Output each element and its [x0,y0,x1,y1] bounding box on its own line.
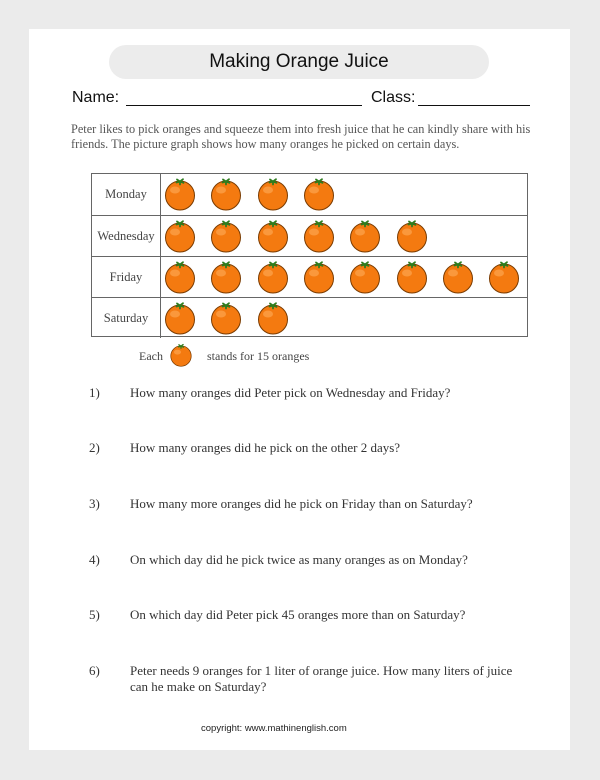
class-label: Class: [371,89,416,106]
question-text: Peter needs 9 oranges for 1 liter of orange juice. How many liters of juice can he make on Saturday? [130,663,513,694]
question-number: 1) [89,385,100,400]
orange-icon [256,301,290,335]
orange-icon [487,260,521,294]
graph-day-label: Monday [92,174,161,215]
orange-icon [169,343,193,367]
question-number: 5) [89,607,100,622]
orange-icon [163,177,197,211]
question-text: How many more oranges did he pick on Friday than on Saturday? [130,496,473,511]
question-text: How many oranges did he pick on the other 2 days? [130,440,401,455]
orange-icon [256,260,290,294]
graph-day-label: Wednesday [92,216,161,256]
intro-text: Peter likes to pick oranges and squeeze them into fresh juice that he can kindly share with his friends. The picture graph shows how many oranges he picked on certain days. [71,122,531,151]
question-text: How many oranges did Peter pick on Wednesday and Friday? [130,385,451,400]
copyright-footer: copyright: www.mathinenglish.com [201,723,347,734]
orange-icon [348,260,382,294]
graph-row-monday [92,174,527,215]
question-text: On which day did Peter pick 45 oranges more than on Saturday? [130,607,466,622]
name-label: Name: [72,89,120,106]
orange-icon [302,260,336,294]
key-suffix: stands for 15 oranges [207,349,310,363]
worksheet-page [29,29,570,750]
class-field[interactable] [418,105,530,106]
graph-key [139,343,359,369]
graph-day-label: Friday [92,257,161,297]
question-text: On which day did he pick twice as many oranges as on Monday? [130,552,468,567]
question-number: 3) [89,496,100,511]
question-number: 2) [89,440,100,455]
orange-icon [348,219,382,253]
orange-icon [256,219,290,253]
orange-icon [209,177,243,211]
orange-icon [209,260,243,294]
question-number: 6) [89,663,100,678]
name-class-row [72,87,532,111]
orange-icon [163,301,197,335]
orange-icon [395,219,429,253]
worksheet-title: Making Orange Juice [109,45,489,79]
orange-icon [395,260,429,294]
orange-icon [441,260,475,294]
orange-icon [302,219,336,253]
picture-graph [91,173,528,337]
graph-row-friday [92,256,527,297]
orange-icon [163,219,197,253]
orange-icon [163,260,197,294]
orange-icon [209,301,243,335]
orange-icon [302,177,336,211]
name-field[interactable] [126,105,362,106]
orange-icon [256,177,290,211]
graph-day-label: Saturday [92,298,161,338]
graph-row-saturday [92,297,527,338]
graph-row-wednesday [92,215,527,256]
key-prefix: Each [139,349,163,363]
question-number: 4) [89,552,100,567]
orange-icon [209,219,243,253]
